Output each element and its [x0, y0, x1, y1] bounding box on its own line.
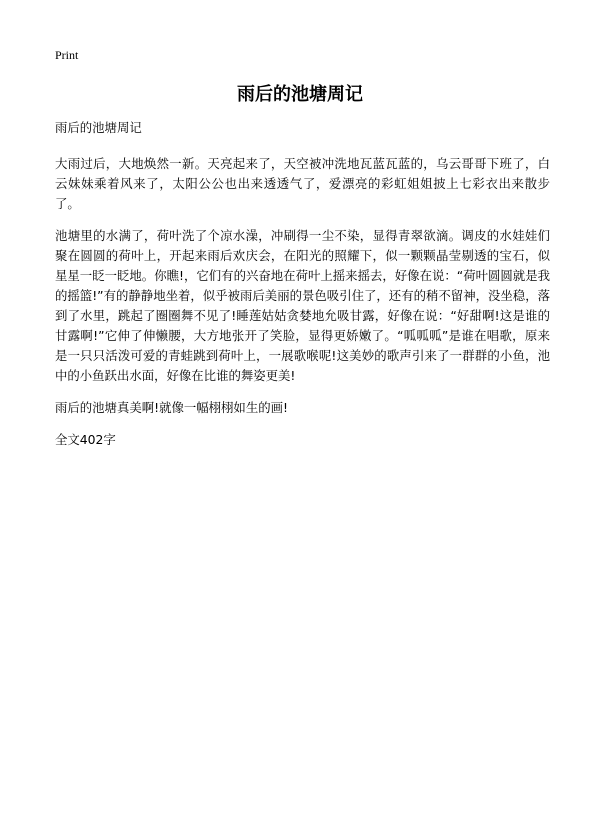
- paragraph-2: 池塘里的水满了，荷叶洗了个凉水澡，冲刷得一尘不染，显得青翠欲滴。调皮的水娃娃们聚在圆圆的荷叶上，开起来雨后欢庆会，在阳光的照耀下，似一颗颗晶莹剔透的宝石，似星星一眨一眨地。你瞧!，它们有的兴奋地在荷叶上摇来摇去，好像在说：“荷叶圆圆就是我的摇篮!”有的静静地坐着，似乎被雨后美丽的景色吸引住了，还有的稍不留神，没坐稳，落到了水里，跳起了圈圈舞不见了!睡莲姑姑贪婪地允吸甘露，好像在说：“好甜啊!这是谁的甘露啊!”它伸了伸懒腰，大方地张开了笑脸，显得更娇嫩了。“呱呱呱”是谁在唱歌，原来是一只只活泼可爱的青蛙跳到荷叶上，一展歌喉呢!这美妙的歌声引来了一群群的小鱼，池中的小鱼跃出水面，好像在比谁的舞姿更美!: [55, 228, 550, 383]
- article-body: [55, 118, 550, 462]
- paragraph-1: 大雨过后，大地焕然一新。天亮起来了，天空被冲洗地瓦蓝瓦蓝的，乌云哥哥下班了，白云妹妹乘着风来了，太阳公公也出来透透气了，爱漂亮的彩虹姐姐披上七彩衣出来散步了。: [55, 156, 550, 211]
- word-count: 全文402字: [55, 432, 116, 447]
- document-title: 雨后的池塘周记: [237, 84, 363, 105]
- article-subtitle: 雨后的池塘周记: [55, 120, 142, 135]
- print-link[interactable]: Print: [55, 48, 79, 62]
- paragraph-3: 雨后的池塘真美啊!就像一幅栩栩如生的画!: [55, 400, 288, 415]
